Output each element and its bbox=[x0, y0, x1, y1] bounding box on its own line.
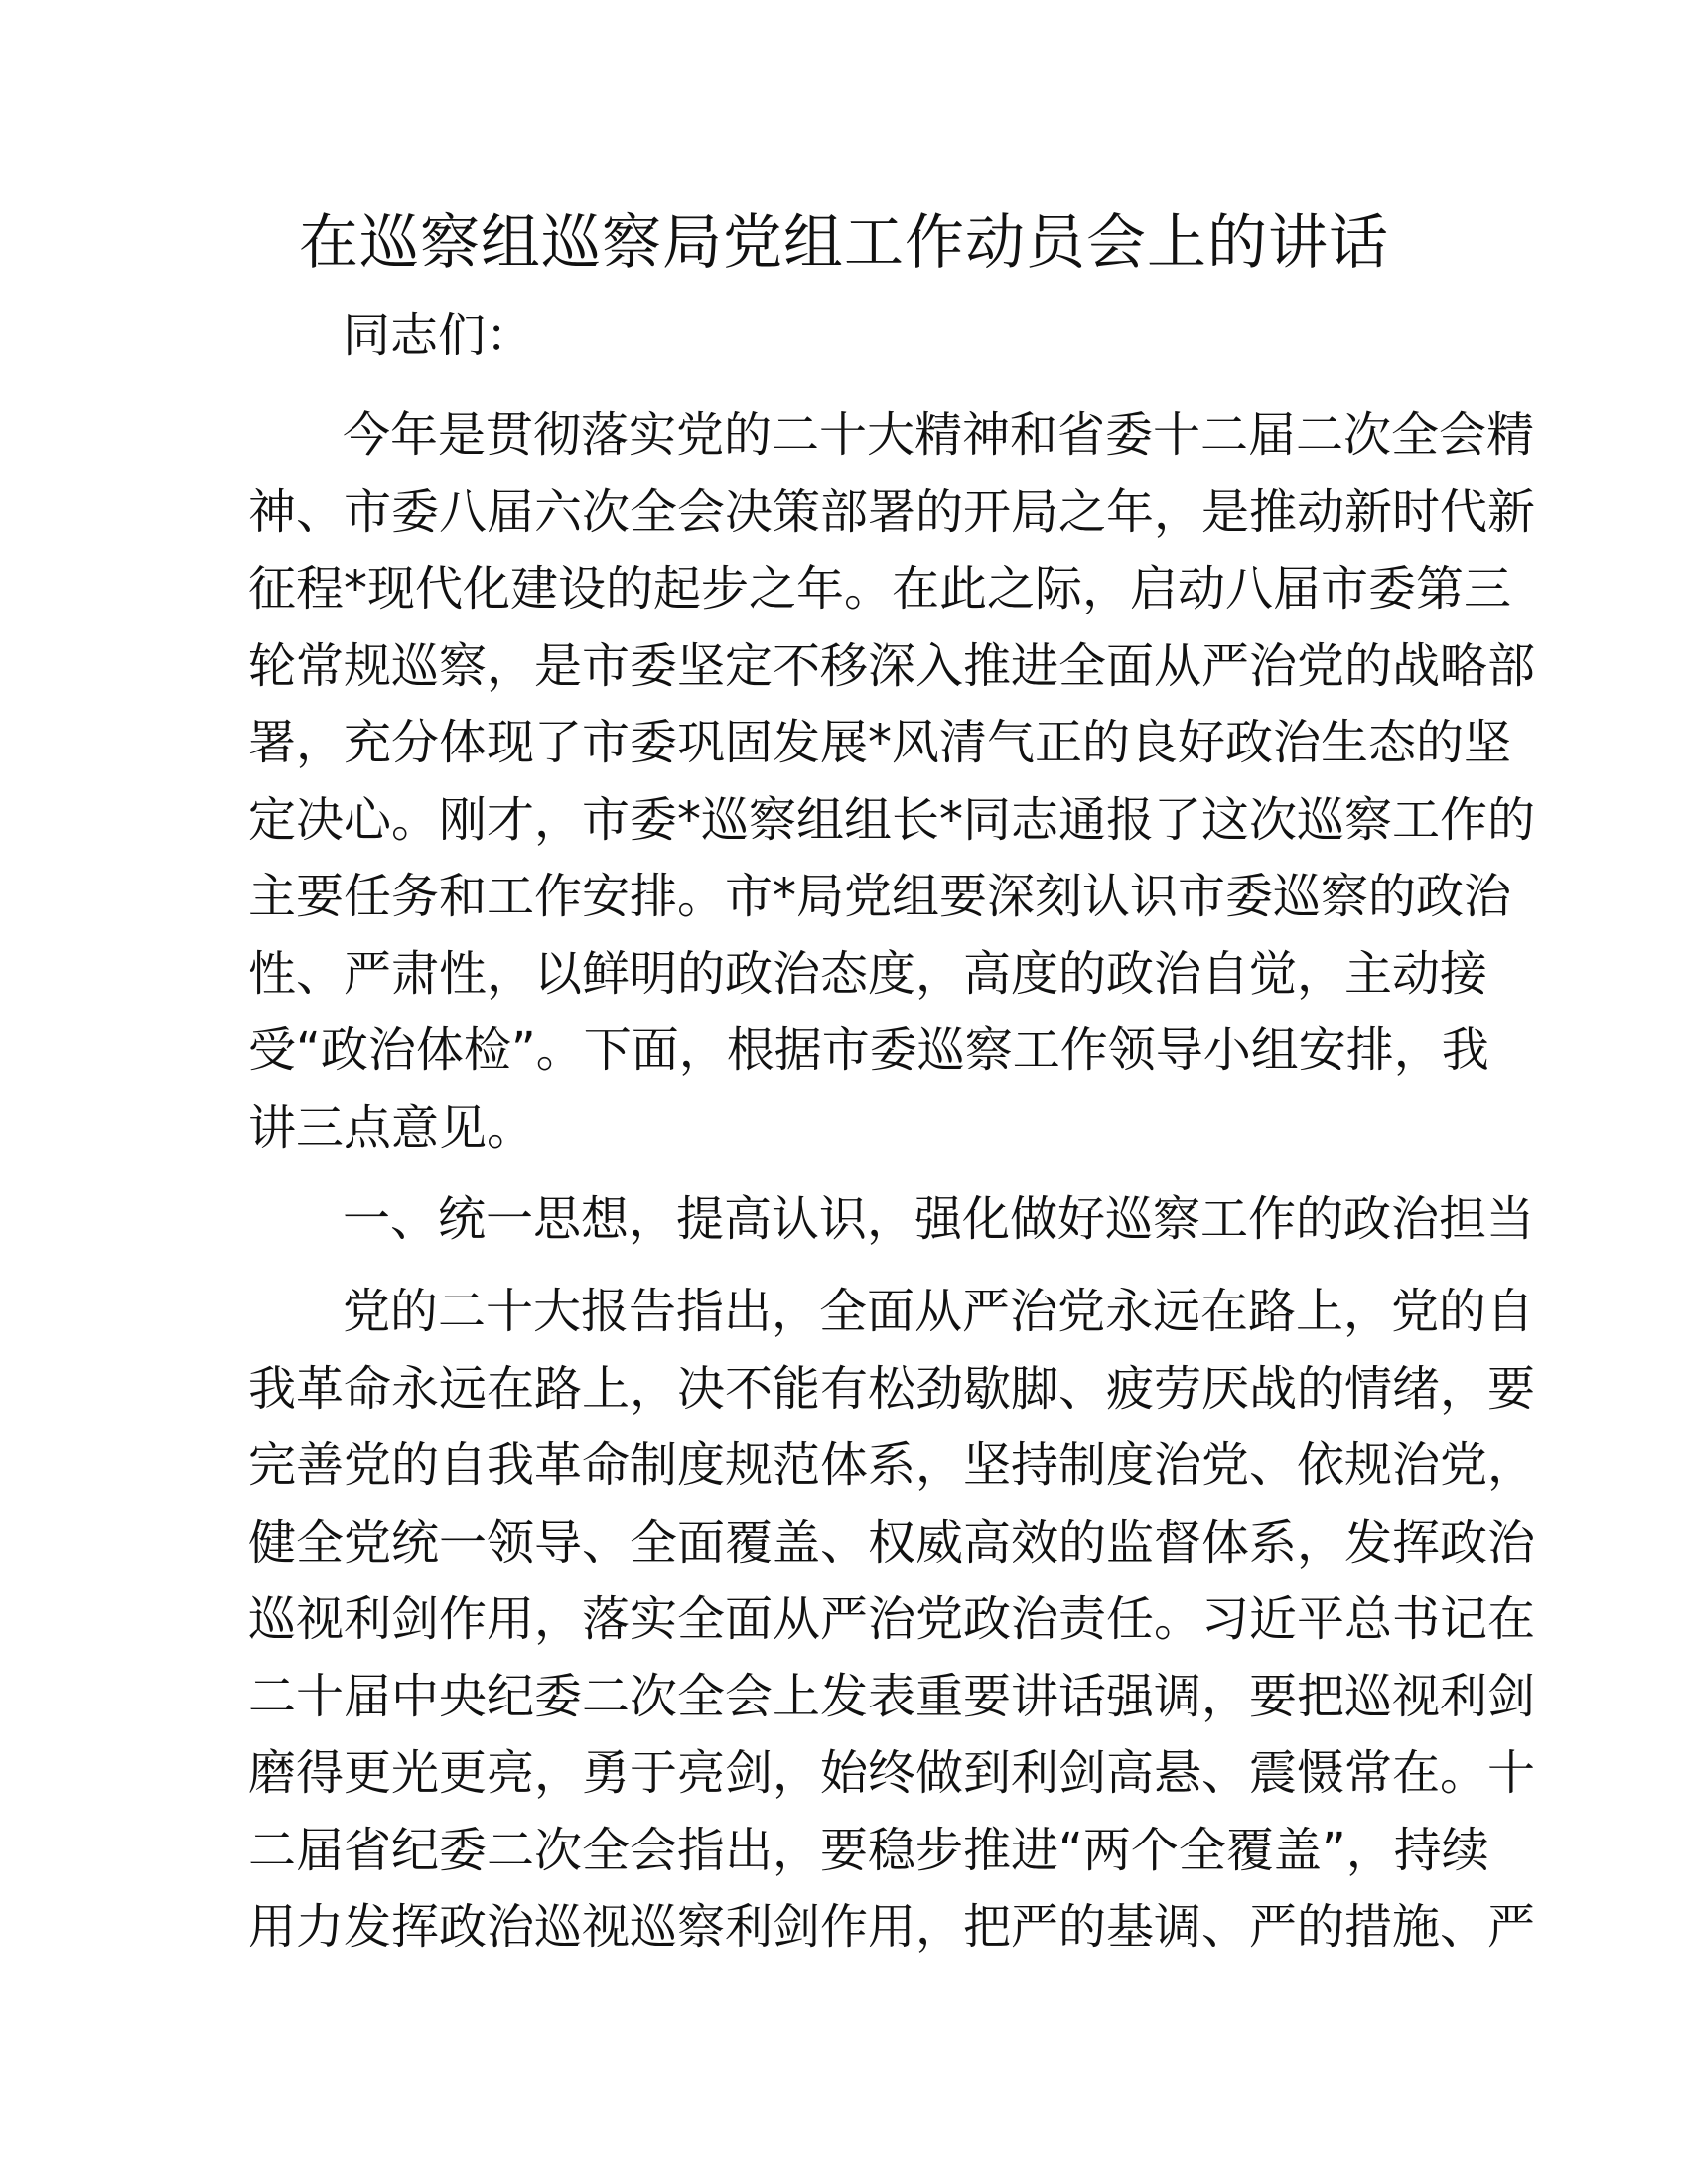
section-heading-1-text: 一、统一思想，提高认识，强化做好巡察工作的政治担当 bbox=[343, 1191, 1535, 1247]
paragraph-1 bbox=[248, 397, 1536, 1166]
paragraph-1-line: 定决心。刚才，市委*巡察组组长*同志通报了这次巡察工作的 bbox=[248, 791, 1536, 848]
paragraph-2-line: 巡视利剑作用，落实全面从严治党政治责任。习近平总书记在 bbox=[248, 1591, 1536, 1647]
document-title: 在巡察组巡察局党组工作动员会上的讲话 bbox=[299, 208, 1389, 278]
paragraph-1-line: 神、市委八届六次全会决策部署的开局之年，是推动新时代新 bbox=[248, 483, 1536, 540]
paragraph-1-line: 征程*现代化建设的起步之年。在此之际，启动八届市委第三 bbox=[248, 561, 1512, 616]
paragraph-1-line: 今年是贯彻落实党的二十大精神和省委十二届二次全会精 bbox=[343, 407, 1535, 463]
paragraph-1-line: 署，充分体现了市委巩固发展*风清气正的良好政治生态的坚 bbox=[248, 715, 1512, 770]
paragraph-2-line: 二届省纪委二次全会指出，要稳步推进“两个全覆盖”，持续 bbox=[248, 1822, 1489, 1878]
paragraph-2-line: 健全党统一领导、全面覆盖、权威高效的监督体系，发挥政治 bbox=[248, 1514, 1536, 1570]
paragraph-1-line: 轮常规巡察，是市委坚定不移深入推进全面从严治党的战略部 bbox=[248, 637, 1536, 694]
paragraph-1-line: 讲三点意见。 bbox=[248, 1099, 535, 1156]
paragraph-1-line: 主要任务和工作安排。市*局党组要深刻认识市委巡察的政治 bbox=[248, 869, 1512, 924]
paragraph-2-line: 我革命永远在路上，决不能有松劲歇脚、疲劳厌战的情绪，要 bbox=[248, 1360, 1536, 1417]
paragraph-1-line: 受“政治体检”。下面，根据市委巡察工作领导小组安排，我 bbox=[248, 1023, 1489, 1078]
paragraph-2-line: 完善党的自我革命制度规范体系，坚持制度治党、依规治党， bbox=[248, 1437, 1536, 1493]
paragraph-2-line: 二十届中央纪委二次全会上发表重要讲话强调，要把巡视利剑 bbox=[248, 1668, 1536, 1724]
salutation-text: 同志们： bbox=[343, 308, 534, 363]
paragraph-1-line: 性、严肃性，以鲜明的政治态度，高度的政治自觉，主动接 bbox=[248, 945, 1488, 1002]
paragraph-2-line: 党的二十大报告指出，全面从严治党永远在路上，党的自 bbox=[343, 1284, 1535, 1339]
section-heading-1 bbox=[248, 1181, 1535, 1259]
paragraph-2 bbox=[248, 1274, 1536, 1967]
salutation bbox=[248, 298, 1430, 375]
paragraph-2-line: 磨得更光更亮，勇于亮剑，始终做到利剑高悬、震慑常在。十 bbox=[248, 1745, 1536, 1801]
paragraph-2-line: 用力发挥政治巡视巡察利剑作用，把严的基调、严的措施、严 bbox=[248, 1899, 1536, 1955]
